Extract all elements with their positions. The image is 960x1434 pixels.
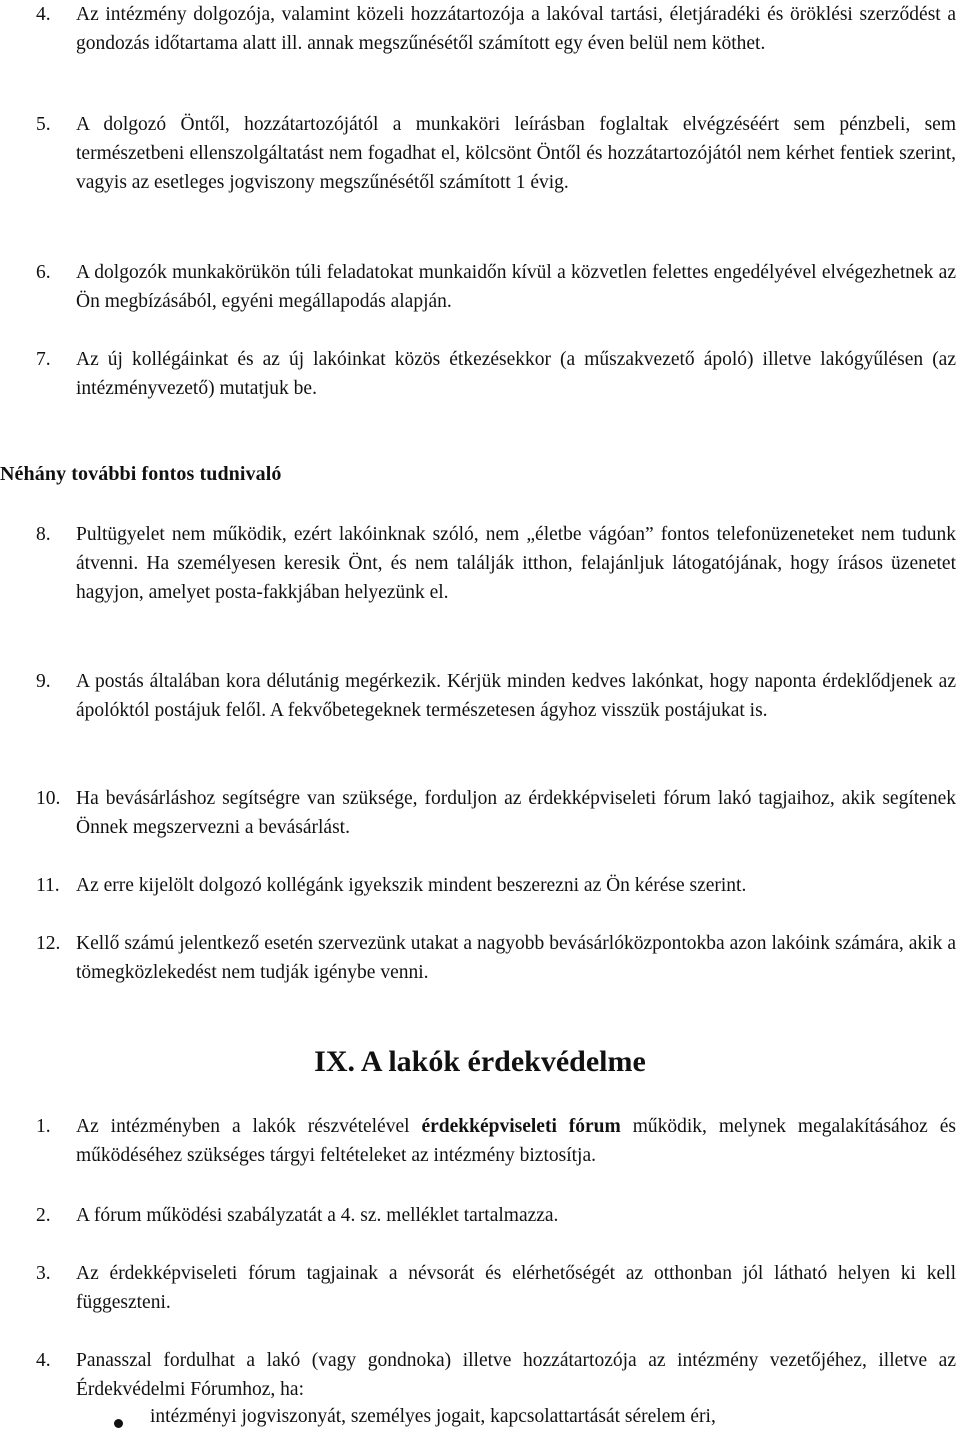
item-number: 4. bbox=[36, 4, 51, 25]
item-number: 2. bbox=[36, 1205, 51, 1226]
list-item bbox=[36, 110, 956, 197]
item-number: 11. bbox=[36, 875, 60, 896]
list-item bbox=[36, 929, 956, 987]
item-text: Az érdekképviseleti fórum tagjainak a névsorát és elérhetőségét az otthonban jól látható helyen ki kell függeszteni. bbox=[76, 1263, 956, 1313]
item-number: 8. bbox=[36, 524, 51, 545]
chapter-heading: IX. A lakók érdekvédelme bbox=[314, 1045, 646, 1078]
item-number: 3. bbox=[36, 1263, 51, 1284]
list-item bbox=[36, 784, 956, 842]
item-text-after: működik, melynek megalakításához és működéséhez szükséges tárgyi feltételeket az intézmény biztosítja. bbox=[76, 1116, 957, 1166]
bullet-item: intézményi jogviszonyát, személyes jogait, kapcsolattartását sérelem éri, bbox=[150, 1406, 716, 1427]
item-text-bold: érdekképviseleti fórum bbox=[421, 1116, 621, 1137]
item-text: A dolgozók munkakörükön túli feladatokat munkaidőn kívül a közvetlen felettes engedélyével elvégezhetnek az Ön megbízásából, egyéni megállapodás alapján. bbox=[76, 262, 956, 312]
item-text: A dolgozó Öntől, hozzátartozójától a munkaköri leírásban foglaltak elvégzéséért sem pénzbeli, sem természetbeni ellenszolgáltatást nem fogadhat el, kölcsönt Öntől és hozzátartozójától nem kérhet fentiek szerint, vagyis az esetleges jogviszony megszűnésétől számított 1 évig. bbox=[76, 114, 956, 193]
item-number: 4. bbox=[36, 1350, 51, 1371]
item-number: 9. bbox=[36, 671, 51, 692]
list-item bbox=[36, 0, 956, 58]
list-item bbox=[36, 258, 956, 316]
item-text: A fórum működési szabályzatát a 4. sz. melléklet tartalmazza. bbox=[76, 1205, 559, 1226]
section-subheading: Néhány további fontos tudnivaló bbox=[0, 463, 282, 485]
item-number: 7. bbox=[36, 349, 51, 370]
item-text-before: Az intézményben a lakók részvételével bbox=[76, 1116, 422, 1137]
item-text: Panasszal fordulhat a lakó (vagy gondnoka) illetve hozzátartozója az intézmény vezetőjéhez, illetve az Érdekvédelmi Fórumhoz, ha: bbox=[76, 1350, 956, 1400]
item-text: Ha bevásárláshoz segítségre van szüksége, forduljon az érdekképviseleti fórum lakó tagjaihoz, akik segítenek Önnek megszervezni a bevásárlást. bbox=[76, 788, 956, 838]
list-item bbox=[36, 871, 956, 900]
item-text: Az új kollégáinkat és az új lakóinkat közös étkezésekkor (a műszakvezető ápoló) illetve lakógyűlésen (az intézményvezető) mutatjuk be. bbox=[76, 349, 956, 399]
list-item bbox=[36, 1259, 956, 1317]
bullet-icon bbox=[114, 1419, 123, 1428]
list-item bbox=[36, 520, 956, 607]
item-number: 10. bbox=[36, 788, 61, 809]
list-item bbox=[36, 1112, 956, 1170]
item-text: Pultügyelet nem működik, ezért lakóinknak szóló, nem „életbe vágóan” fontos telefonüzeneteket nem tudunk átvenni. Ha személyesen keresik Önt, és nem találják itthon, felajánljuk látogatójának, hogy írásos üzenetet hagyjon, amelyet posta-fakkjában helyezünk el. bbox=[76, 524, 956, 603]
item-text: Az intézmény dolgozója, valamint közeli hozzátartozója a lakóval tartási, életjáradéki és öröklési szerződést a gondozás időtartama alatt ill. annak megszűnésétől számított egy éven belül nem köthet. bbox=[76, 4, 956, 54]
list-item bbox=[36, 667, 956, 725]
list-item bbox=[36, 1201, 956, 1230]
item-text bbox=[76, 1112, 956, 1170]
item-text: Kellő számú jelentkező esetén szervezünk utakat a nagyobb bevásárlóközpontokba azon lakóink számára, akik a tömegközlekedést nem tudják igénybe venni. bbox=[76, 933, 956, 983]
item-number: 1. bbox=[36, 1116, 51, 1137]
item-text: Az erre kijelölt dolgozó kollégánk igyekszik mindent beszerezni az Ön kérése szerint. bbox=[76, 875, 747, 896]
list-item bbox=[36, 1346, 956, 1404]
item-text: A postás általában kora délutánig megérkezik. Kérjük minden kedves lakónkat, hogy naponta érdeklődjenek az ápolóktól postájuk felől. A fekvőbetegeknek természetesen ágyhoz visszük postájukat is. bbox=[76, 671, 956, 721]
item-number: 12. bbox=[36, 933, 61, 954]
list-item bbox=[36, 345, 956, 403]
item-number: 6. bbox=[36, 262, 51, 283]
item-number: 5. bbox=[36, 114, 51, 135]
